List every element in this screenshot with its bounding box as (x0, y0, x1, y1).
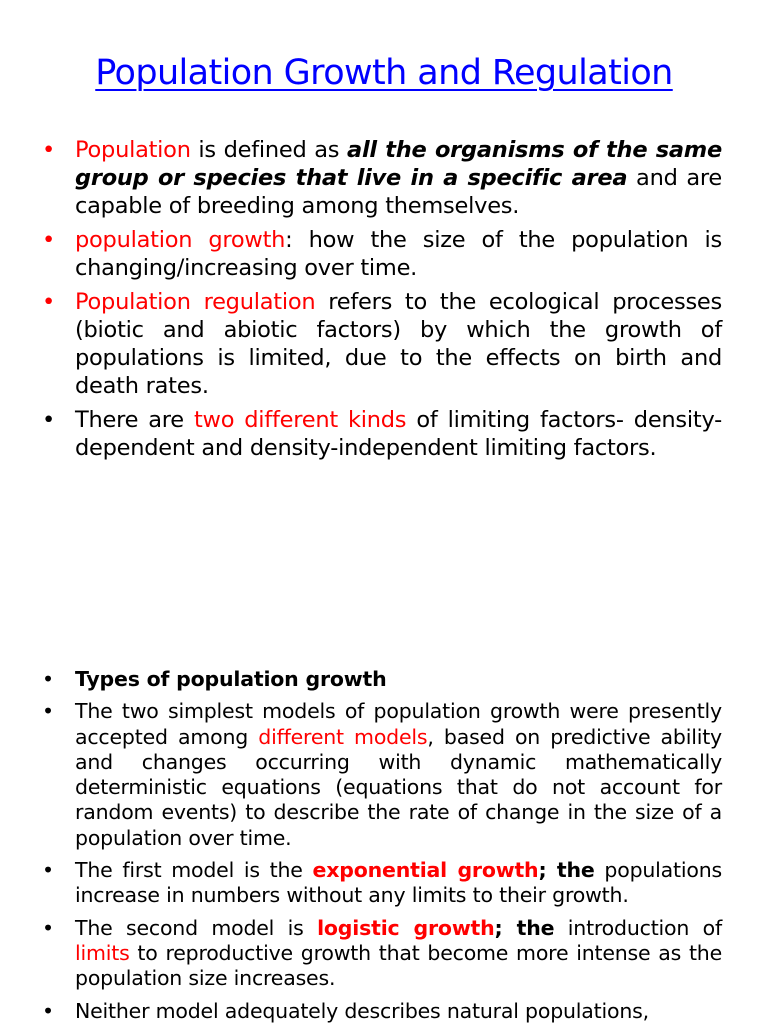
text: , based on predictive ability and changes occurring with dynamic mathematically deterministic equations (equations that do not account for random events) to describe the rate of change in the size of a population over time. (75, 724, 722, 850)
text: refers to the ecological processes (biotic and abiotic factors) by which the growth of populations is limited, due to the effects on birth and death rates. (75, 289, 722, 399)
text: populations increase in numbers without any limits to their growth. (75, 858, 722, 908)
text: The second model is (75, 915, 318, 940)
term-logistic-growth: logistic growth (317, 915, 495, 940)
bullet-icon: • (42, 137, 56, 163)
bullet-icon: • (42, 998, 54, 1023)
bullet-population-growth (42, 226, 722, 282)
bullet-types-heading (42, 667, 722, 692)
text: The two simplest models of population growth were presently accepted among (75, 699, 722, 749)
text: of limiting factors- density-dependent and density-independent limiting factors. (75, 407, 723, 461)
text: : how the size of the population is changing/increasing over time. (75, 227, 722, 281)
bullet-icon: • (42, 915, 54, 940)
bullet-icon: • (42, 699, 54, 724)
text: Neither model adequately describes natural populations, (75, 998, 649, 1023)
text: and are capable of breeding among themselves. (75, 165, 722, 219)
term-exponential-growth: exponential growth (312, 858, 539, 883)
bullet-population-regulation (42, 288, 722, 400)
bullet-exponential-growth (42, 858, 722, 909)
bullet-limiting-factors (42, 406, 722, 462)
definitions-list (42, 136, 722, 468)
text: There are (75, 407, 194, 433)
text: introduction of (554, 915, 722, 940)
text: to reproductive growth that become more intense as the population size increases. (75, 940, 722, 991)
bullet-icon: • (42, 289, 56, 315)
term-limits: limits (75, 940, 130, 965)
bullet-two-models (42, 699, 722, 851)
emphasis-definition: all the organisms of the same group or species that live in a specific area (75, 137, 723, 191)
growth-types-list (42, 667, 722, 1031)
bullet-icon: • (42, 407, 56, 433)
term-population-growth: population growth (75, 227, 286, 253)
text: The first model is the (75, 858, 313, 883)
term-population: Population (75, 137, 191, 163)
text-separator: ; the (538, 858, 595, 883)
text: is defined as (190, 137, 348, 163)
text-separator: ; the (494, 915, 555, 940)
bullet-icon: • (42, 858, 54, 883)
term-two-different-kinds: two different kinds (193, 407, 407, 433)
bullet-population-definition (42, 136, 722, 220)
term-different-models: different models (258, 724, 428, 749)
bullet-neither-model (42, 999, 722, 1024)
bullet-icon: • (42, 227, 56, 253)
slide-title (0, 48, 768, 98)
slide-title-text: Population Growth and Regulation (95, 53, 673, 93)
bullet-logistic-growth (42, 916, 722, 992)
bullet-icon: • (42, 667, 54, 691)
section-heading: Types of population growth (75, 667, 387, 691)
term-population-regulation: Population regulation (75, 289, 316, 315)
